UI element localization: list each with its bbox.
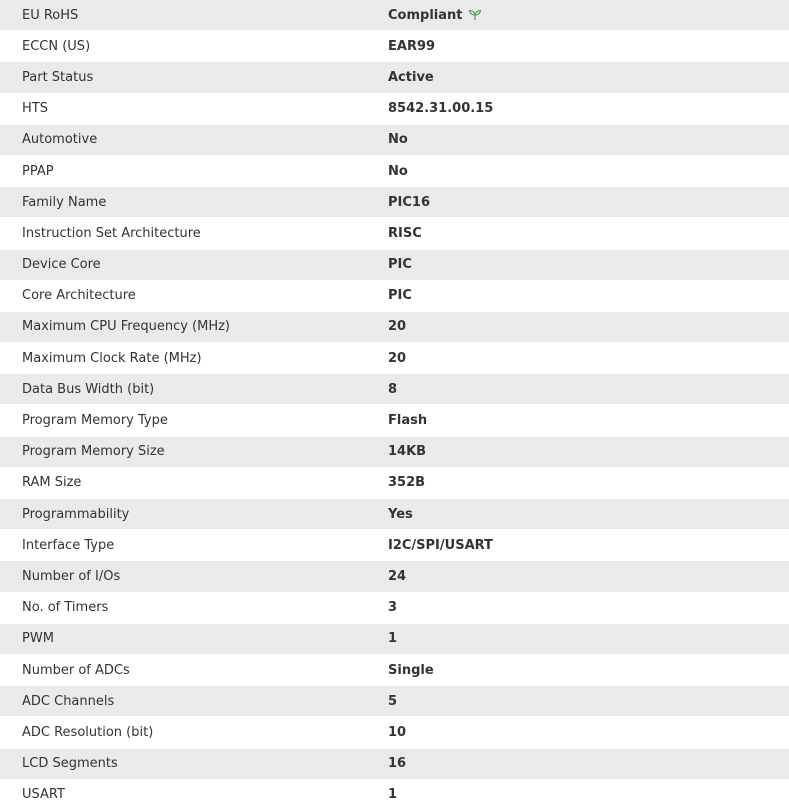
spec-label: Program Memory Size <box>22 444 165 460</box>
spec-label: Automotive <box>22 132 98 148</box>
spec-label: PWM <box>22 631 54 647</box>
spec-label: RAM Size <box>22 475 82 491</box>
spec-value-wrap <box>388 8 789 23</box>
spec-value: No <box>388 163 408 179</box>
spec-row-automotive <box>0 125 789 156</box>
spec-value: 8542.31.00.15 <box>388 101 494 117</box>
spec-value: PIC <box>388 288 412 304</box>
spec-row-max-clock-rate <box>0 343 789 374</box>
spec-row-eccn <box>0 31 789 62</box>
spec-label: Family Name <box>22 194 107 210</box>
spec-value: PIC <box>388 257 412 273</box>
spec-label: Programmability <box>22 506 130 522</box>
spec-row-device-core <box>0 250 789 281</box>
spec-value: 14KB <box>388 444 427 460</box>
spec-row-number-of-ios <box>0 561 789 592</box>
spec-row-interface-type <box>0 530 789 561</box>
spec-value: PIC16 <box>388 194 430 210</box>
spec-label: Core Architecture <box>22 288 136 304</box>
spec-row-usart <box>0 780 789 811</box>
spec-value: 8 <box>388 381 398 397</box>
spec-value: 352B <box>388 475 426 491</box>
spec-label: Number of ADCs <box>22 662 130 678</box>
spec-row-part-status <box>0 62 789 93</box>
spec-row-isa <box>0 218 789 249</box>
spec-row-programmability <box>0 499 789 530</box>
spec-value: 16 <box>388 756 407 772</box>
spec-label: Device Core <box>22 257 101 273</box>
spec-label: PPAP <box>22 163 54 179</box>
spec-label: Data Bus Width (bit) <box>22 381 155 397</box>
spec-value: Flash <box>388 413 428 429</box>
spec-label: Program Memory Type <box>22 413 168 429</box>
spec-value: 5 <box>388 693 398 709</box>
spec-value: 24 <box>388 568 407 584</box>
spec-row-timers <box>0 593 789 624</box>
spec-value: 3 <box>388 600 398 616</box>
spec-value: EAR99 <box>388 38 436 54</box>
spec-label: LCD Segments <box>22 756 118 772</box>
spec-value: 10 <box>388 724 407 740</box>
spec-row-number-of-adcs <box>0 655 789 686</box>
spec-value: Active <box>388 69 434 85</box>
spec-value: Compliant <box>388 7 463 23</box>
spec-label: Instruction Set Architecture <box>22 225 201 241</box>
spec-label: Maximum CPU Frequency (MHz) <box>22 319 230 335</box>
spec-row-adc-channels <box>0 686 789 717</box>
spec-value: No <box>388 132 408 148</box>
spec-label: ADC Channels <box>22 693 115 709</box>
spec-value: RISC <box>388 225 422 241</box>
spec-value: 20 <box>388 350 407 366</box>
spec-row-pwm <box>0 624 789 655</box>
spec-row-hts <box>0 94 789 125</box>
spec-row-data-bus-width <box>0 374 789 405</box>
spec-value: Yes <box>388 506 413 522</box>
spec-row-core-architecture <box>0 281 789 312</box>
spec-label: No. of Timers <box>22 600 109 616</box>
spec-row-adc-resolution <box>0 717 789 748</box>
leaf-icon <box>468 9 482 21</box>
spec-value: 1 <box>388 787 398 803</box>
spec-row-eu-rohs <box>0 0 789 31</box>
spec-row-program-memory-type <box>0 405 789 436</box>
spec-label: Maximum Clock Rate (MHz) <box>22 350 202 366</box>
spec-row-max-cpu-frequency <box>0 312 789 343</box>
spec-row-lcd-segments <box>0 749 789 780</box>
spec-label: Interface Type <box>22 537 115 553</box>
spec-label: USART <box>22 787 65 803</box>
spec-row-ram-size <box>0 468 789 499</box>
spec-value: Single <box>388 662 434 678</box>
spec-label: ADC Resolution (bit) <box>22 724 154 740</box>
spec-value: I2C/SPI/USART <box>388 537 493 553</box>
spec-label: Part Status <box>22 69 94 85</box>
spec-value: 20 <box>388 319 407 335</box>
spec-row-family-name <box>0 187 789 218</box>
spec-value: 1 <box>388 631 398 647</box>
spec-label: EU RoHS <box>22 7 79 23</box>
spec-label: Number of I/Os <box>22 568 121 584</box>
spec-row-ppap <box>0 156 789 187</box>
spec-label: HTS <box>22 101 48 117</box>
spec-label: ECCN (US) <box>22 38 91 54</box>
spec-row-program-memory-size <box>0 437 789 468</box>
